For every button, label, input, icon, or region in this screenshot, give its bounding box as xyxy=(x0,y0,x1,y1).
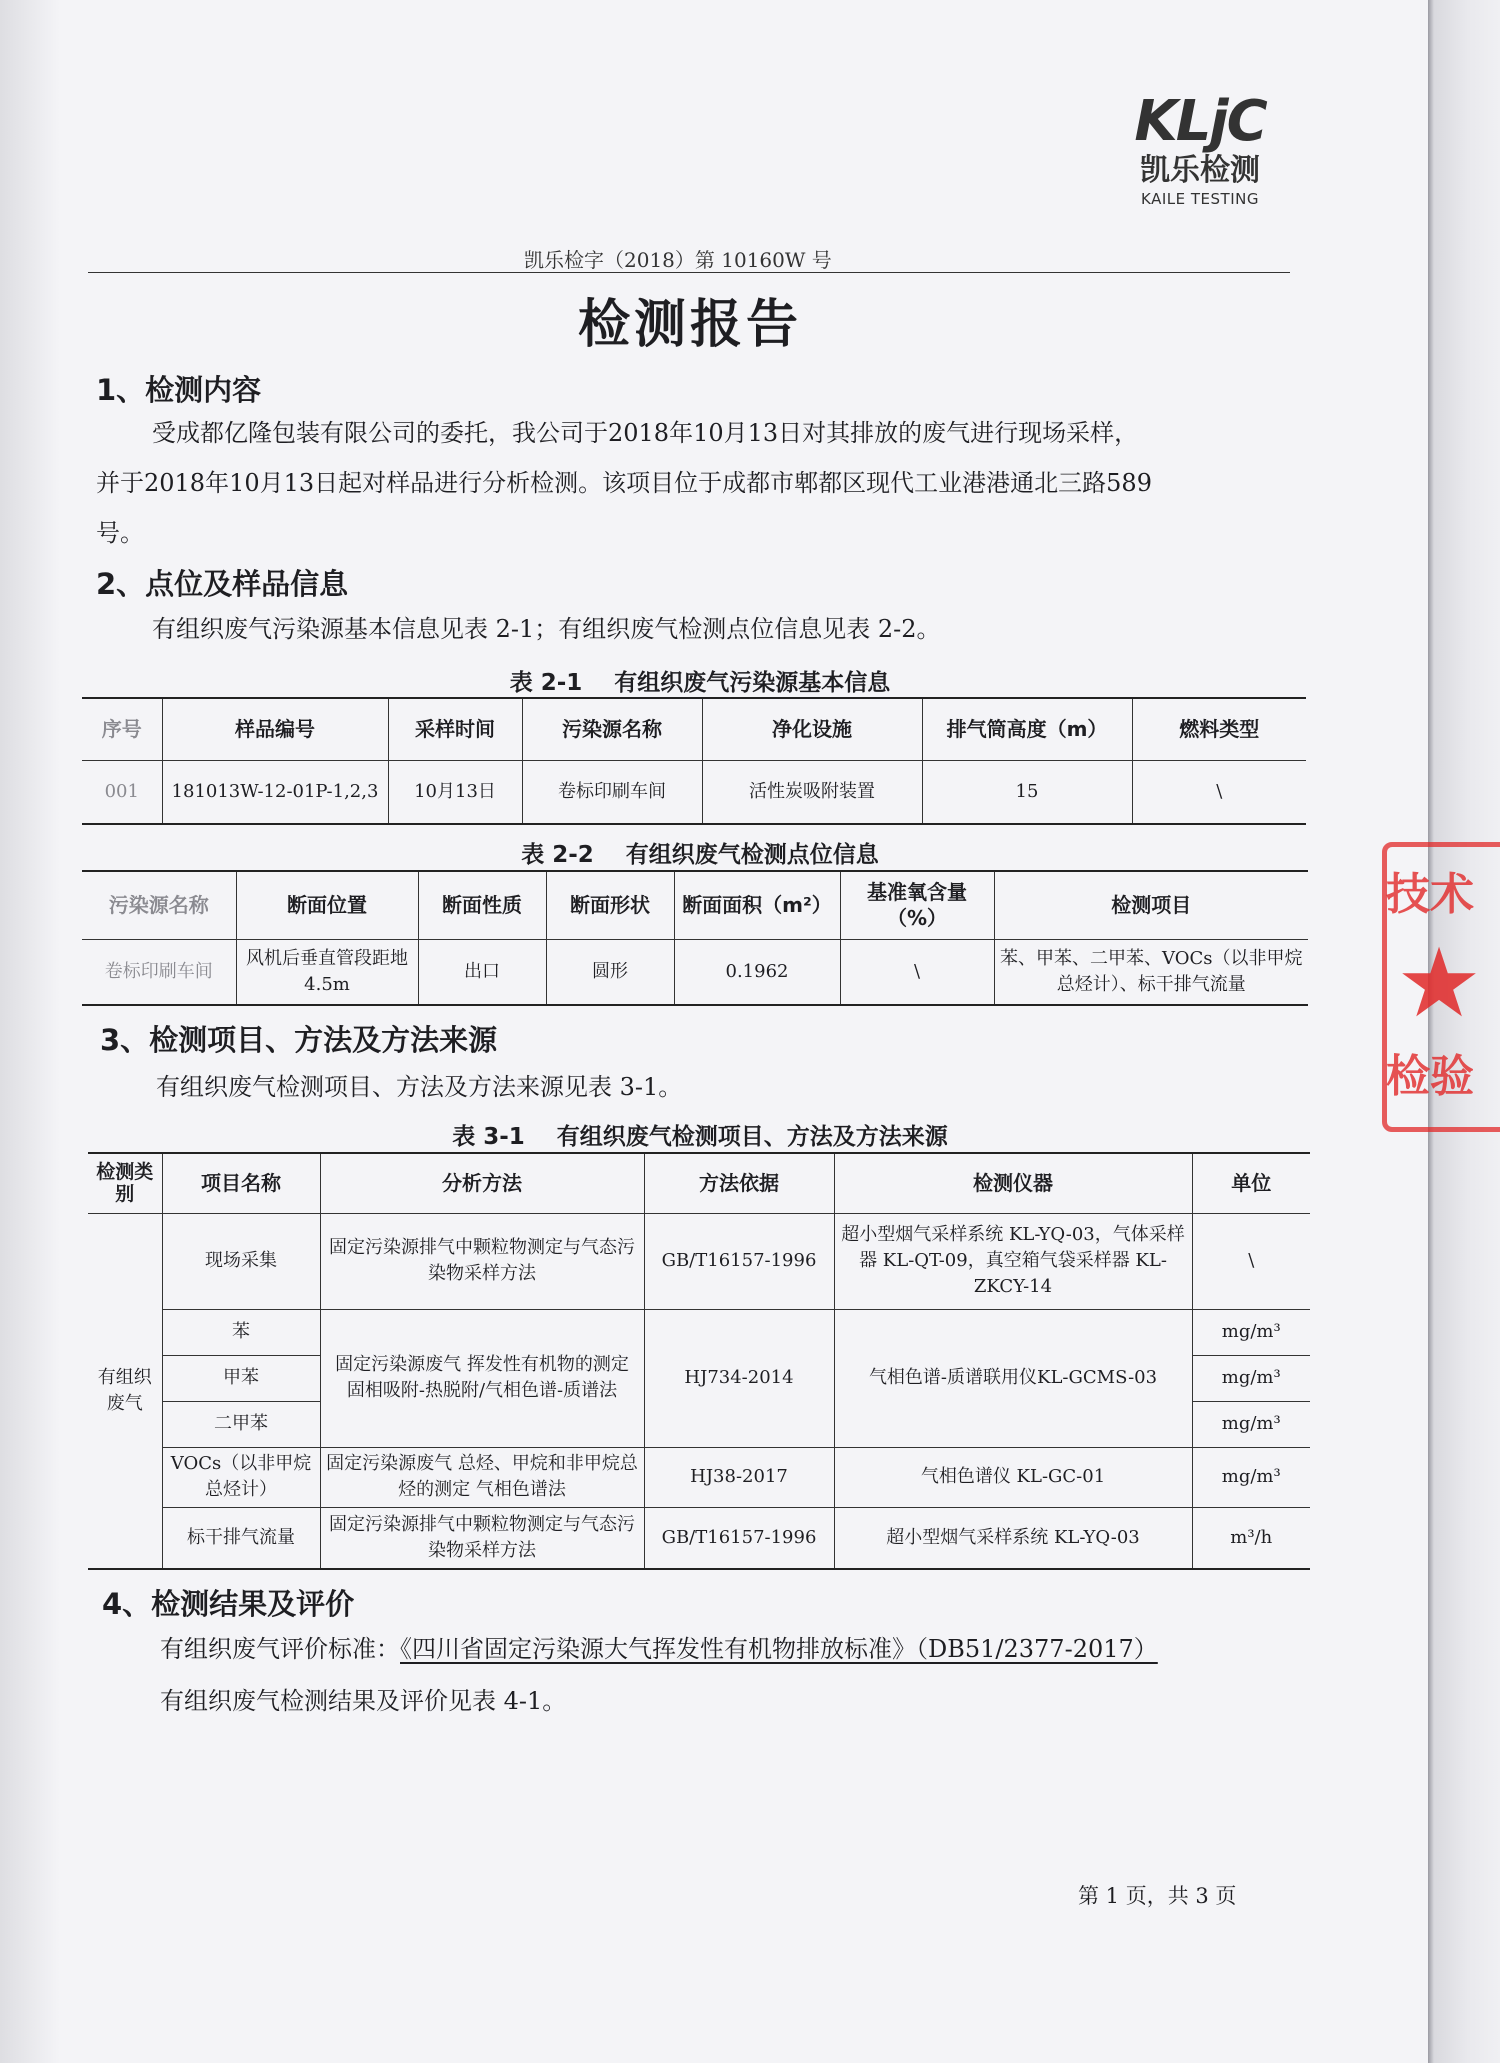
table-header: 断面面积（m²） xyxy=(674,871,840,939)
document-number: 凯乐检字（2018）第 10160W 号 xyxy=(524,248,832,272)
table-header: 断面性质 xyxy=(418,871,546,939)
table-header: 净化设施 xyxy=(702,698,922,760)
table-header: 单位 xyxy=(1192,1153,1310,1213)
table-header: 燃料类型 xyxy=(1132,698,1306,760)
page-number: 第 1 页，共 3 页 xyxy=(1078,1884,1237,1908)
table-cell: 超小型烟气采样系统 KL-YQ-03 xyxy=(834,1507,1192,1569)
category-cell: 有组织废气 xyxy=(88,1213,162,1569)
table-cell: 固定污染源废气 总烃、甲烷和非甲烷总烃的测定 气相色谱法 xyxy=(320,1447,644,1507)
table-cell: m³/h xyxy=(1192,1507,1310,1569)
table-header: 样品编号 xyxy=(162,698,388,760)
table-cell: 固定污染源废气 挥发性有机物的测定 固相吸附-热脱附/气相色谱-质谱法 xyxy=(320,1309,644,1447)
table-cell: 气相色谱-质谱联用仪KL-GCMS-03 xyxy=(834,1309,1192,1447)
table-cell: 苯、甲苯、二甲苯、VOCs（以非甲烷总烃计）、标干排气流量 xyxy=(994,939,1308,1005)
table-row xyxy=(82,760,1306,824)
table-header: 分析方法 xyxy=(320,1153,644,1213)
table-cell: 超小型烟气采样系统 KL-YQ-03，气体采样器 KL-QT-09，真空箱气袋采样器 KL-ZKCY-14 xyxy=(834,1213,1192,1309)
page-title: 检测报告 xyxy=(577,294,802,355)
caption-number: 表 2-1 xyxy=(509,670,583,696)
table-cell: 001 xyxy=(82,760,162,824)
caption-number: 表 2-2 xyxy=(521,842,594,868)
table-cell: 固定污染源排气中颗粒物测定与气态污染物采样方法 xyxy=(320,1507,644,1569)
table-cell: 甲苯 xyxy=(162,1355,320,1401)
table-header: 检测类别 xyxy=(88,1153,162,1213)
table-header: 方法依据 xyxy=(644,1153,834,1213)
table-cell: 现场采集 xyxy=(162,1213,320,1309)
section-2-text: 有组织废气污染源基本信息见表 2-1；有组织废气检测点位信息见表 2-2。 xyxy=(152,615,941,643)
table-header: 基准氧含量（%） xyxy=(840,871,994,939)
table-row xyxy=(88,1447,1310,1507)
table-header: 项目名称 xyxy=(162,1153,320,1213)
seal-text-top: 技术 xyxy=(1386,869,1474,920)
caption-number: 表 3-1 xyxy=(452,1124,525,1150)
table-header: 断面位置 xyxy=(236,871,418,939)
table-row xyxy=(88,1309,1310,1355)
table-header: 污染源名称 xyxy=(522,698,702,760)
table-cell: GB/T16157-1996 xyxy=(644,1507,834,1569)
table-2-2-caption xyxy=(0,836,1400,869)
table-cell: 固定污染源排气中颗粒物测定与气态污染物采样方法 xyxy=(320,1213,644,1309)
section-1-line-2: 并于2018年10月13日起对样品进行分析检测。该项目位于成都市郫都区现代工业港港通北三路589 xyxy=(96,469,1152,497)
table-cell: 苯 xyxy=(162,1309,320,1355)
table-header: 污染源名称 xyxy=(82,871,236,939)
evaluation-standard xyxy=(160,1624,1158,1674)
table-cell: \ xyxy=(840,939,994,1005)
table-row xyxy=(88,1213,1310,1309)
table-3-1 xyxy=(88,1152,1310,1570)
section-1-heading: 1、检测内容 xyxy=(96,373,262,407)
table-3-1-caption xyxy=(0,1118,1400,1151)
table-cell: \ xyxy=(1192,1213,1310,1309)
header-divider xyxy=(88,272,1290,273)
table-2-1-caption xyxy=(0,664,1400,697)
section-1-line-1: 受成都亿隆包装有限公司的委托，我公司于2018年10月13日对其排放的废气进行现场采样， xyxy=(152,419,1139,447)
table-cell: 卷标印刷车间 xyxy=(82,939,236,1005)
seal-text-bottom: 检验 xyxy=(1386,1051,1474,1102)
table-cell: 181013W-12-01P-1,2,3 xyxy=(162,760,388,824)
caption-title: 有组织废气污染源基本信息 xyxy=(614,670,891,696)
table-cell: mg/m³ xyxy=(1192,1355,1310,1401)
table-header: 检测仪器 xyxy=(834,1153,1192,1213)
table-cell: 卷标印刷车间 xyxy=(522,760,702,824)
table-cell: 出口 xyxy=(418,939,546,1005)
section-4-text: 有组织废气检测结果及评价见表 4-1。 xyxy=(160,1687,567,1715)
table-2-2 xyxy=(82,870,1308,1006)
standard-name: 《四川省固定污染源大气挥发性有机物排放标准》（DB51/2377-2017） xyxy=(400,1635,1158,1663)
caption-title: 有组织废气检测点位信息 xyxy=(625,842,879,868)
table-cell: 风机后垂直管段距地 4.5m xyxy=(236,939,418,1005)
section-3-text: 有组织废气检测项目、方法及方法来源见表 3-1。 xyxy=(156,1073,683,1101)
table-cell: 15 xyxy=(922,760,1132,824)
table-cell: mg/m³ xyxy=(1192,1447,1310,1507)
logo-name-en: KAILE TESTING xyxy=(1141,190,1259,208)
table-cell: mg/m³ xyxy=(1192,1309,1310,1355)
table-cell: 圆形 xyxy=(546,939,674,1005)
table-cell: \ xyxy=(1132,760,1306,824)
table-cell: GB/T16157-1996 xyxy=(644,1213,834,1309)
table-cell: 0.1962 xyxy=(674,939,840,1005)
table-header: 检测项目 xyxy=(994,871,1308,939)
logo-mark: KLjC xyxy=(1134,89,1266,154)
table-cell: HJ734-2014 xyxy=(644,1309,834,1447)
logo-name-cn: 凯乐检测 xyxy=(1140,153,1260,188)
table-header: 序号 xyxy=(82,698,162,760)
company-logo xyxy=(1120,89,1280,208)
table-header: 排气筒高度（m） xyxy=(922,698,1132,760)
table-cell: VOCs（以非甲烷总烃计） xyxy=(162,1447,320,1507)
table-header: 断面形状 xyxy=(546,871,674,939)
table-cell: HJ38-2017 xyxy=(644,1447,834,1507)
table-cell: mg/m³ xyxy=(1192,1401,1310,1447)
section-2-heading: 2、点位及样品信息 xyxy=(96,567,349,601)
table-cell: 标干排气流量 xyxy=(162,1507,320,1569)
table-cell: 10月13日 xyxy=(388,760,522,824)
table-cell: 气相色谱仪 KL-GC-01 xyxy=(834,1447,1192,1507)
table-row xyxy=(82,939,1308,1005)
seal-star-icon: ★ xyxy=(1396,927,1483,1039)
section-4-heading: 4、检测结果及评价 xyxy=(102,1587,355,1621)
standard-prefix: 有组织废气评价标准： xyxy=(160,1635,400,1663)
caption-title: 有组织废气检测项目、方法及方法来源 xyxy=(556,1124,948,1150)
table-cell: 活性炭吸附装置 xyxy=(702,760,922,824)
section-3-heading: 3、检测项目、方法及方法来源 xyxy=(100,1023,498,1057)
table-2-1 xyxy=(82,697,1306,825)
table-cell: 二甲苯 xyxy=(162,1401,320,1447)
section-1-line-3: 号。 xyxy=(96,519,144,547)
table-header: 采样时间 xyxy=(388,698,522,760)
table-row xyxy=(88,1507,1310,1569)
